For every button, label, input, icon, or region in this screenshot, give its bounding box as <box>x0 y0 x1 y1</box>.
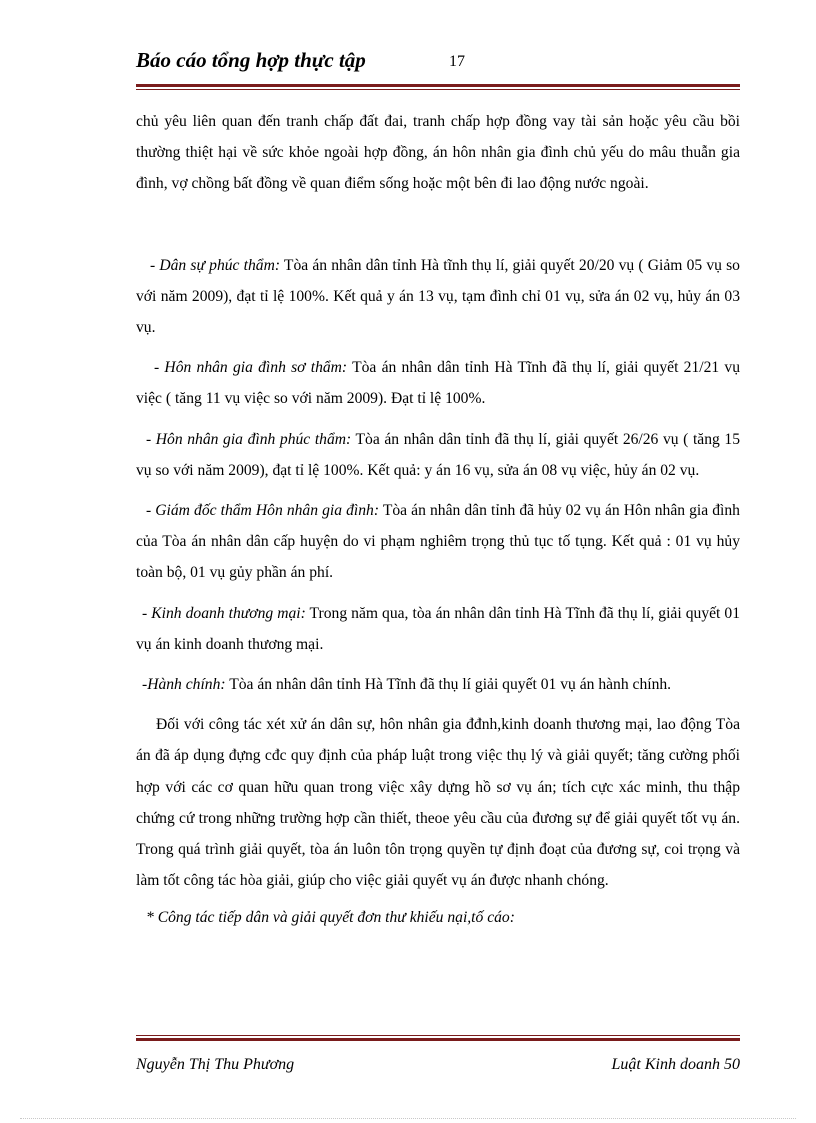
report-title: Báo cáo tổng hợp thực tập <box>136 48 366 72</box>
footer-author: Nguyễn Thị Thu Phương <box>136 1056 295 1073</box>
commercial-label: - Kinh doanh thương mại: <box>142 604 306 622</box>
paragraph-adjudication-summary: Đối với công tác xét xử án dân sự, hôn nhân gia đđnh,kinh doanh thương mại, lao động Tòa án đã áp dụng đựng cđc quy định của pháp luật trong việc thụ lý và giải quyết; tăng cường phối hợp với các cơ quan hữu quan trong việc xây dựng hồ sơ vụ án; tích cực xác minh, thu thập chứng cứ trong những trường hợp cần thiết, theoe yêu cầu của đương sự để giải quyết tốt vụ án. Trong quá trình giải quyết, tòa án luôn tôn trọng quyền tự định đoạt của đương sự, coi trọng và làm tốt công tác hòa giải, giúp cho việc giải quyết vụ án được nhanh chóng. <box>136 716 740 890</box>
commercial-text: Trong năm qua, tòa án nhân dân tỉnh Hà Tĩnh đã thụ lí, giải quyết 01 vụ án kinh doanh thương mại. <box>136 604 740 653</box>
page-edge-divider <box>20 1118 796 1119</box>
header-rule <box>136 84 740 90</box>
footer-rule <box>136 1035 740 1041</box>
section-heading: * Công tác tiếp dân và giải quyết đơn thư khiếu nại,tố cáo: <box>146 909 515 927</box>
civil-appeal-text: Tòa án nhân dân tỉnh Hà tĩnh thụ lí, giải quyết 20/20 vụ ( Giảm 05 vụ so với năm 2009), đạt tỉ lệ 100%. Kết quả y án 13 vụ, tạm đình chỉ 01 vụ, sửa án 02 vụ, hủy án 03 vụ. <box>136 256 740 337</box>
paragraph-family-cassation <box>136 495 740 589</box>
paragraph-commercial <box>136 598 740 660</box>
family-appeal-text: Tòa án nhân dân tỉnh đã thụ lí, giải quyết 26/26 vụ ( tăng 15 vụ so với năm 2009), đạt tỉ lệ 100%. Kết quả: y án 16 vụ, sửa án 08 vụ việc, hủy án 02 vụ. <box>136 430 740 479</box>
administrative-text: Tòa án nhân dân tỉnh Hà Tĩnh đã thụ lí giải quyết 01 vụ án hành chính. <box>225 676 672 694</box>
paragraph-family-first-instance <box>136 352 740 414</box>
family-cassation-text: Tòa án nhân dân tỉnh đã hủy 02 vụ án Hôn nhân gia đình của Tòa án nhân dân cấp huyện do vi phạm nghiêm trọng thủ tục tố tụng. Kết quả : 01 vụ hủy toàn bộ, 01 vụ gủy phần án phí. <box>136 502 740 582</box>
family-first-instance-text: Tòa án nhân dân tỉnh Hà Tĩnh đã thụ lí, giải quyết 21/21 vụ việc ( tăng 11 vụ việc so với năm 2009). Đạt tỉ lệ 100%. <box>136 359 741 408</box>
family-cassation-label: - Giám đốc thẩm Hôn nhân gia đình: <box>146 502 380 520</box>
administrative-label: -Hành chính: <box>142 676 226 694</box>
document-body <box>136 106 740 934</box>
paragraph-intro: chủ yêu liên quan đến tranh chấp đất đai, tranh chấp hợp đồng vay tài sản hoặc yêu cầu bồi thường thiệt hại về sức khỏe ngoài hợp đồng, án hôn nhân gia đình chủ yếu do mâu thuẫn gia đình, vợ chồng bất đồng về quan điểm sống hoặc một bên đi lao động nước ngoài. <box>136 113 740 193</box>
paragraph-family-appeal <box>136 424 740 486</box>
footer-class: Luật Kinh doanh 50 <box>611 1056 740 1073</box>
family-appeal-label: - Hôn nhân gia đình phúc thẩm: <box>146 430 352 448</box>
paragraph-civil-appeal <box>136 250 740 344</box>
civil-appeal-label: - Dân sự phúc thẩm: <box>150 256 281 274</box>
family-first-instance-label: - Hôn nhân gia đình sơ thẩm: <box>154 359 348 377</box>
paragraph-administrative <box>136 669 740 700</box>
page-number: 17 <box>449 53 465 70</box>
